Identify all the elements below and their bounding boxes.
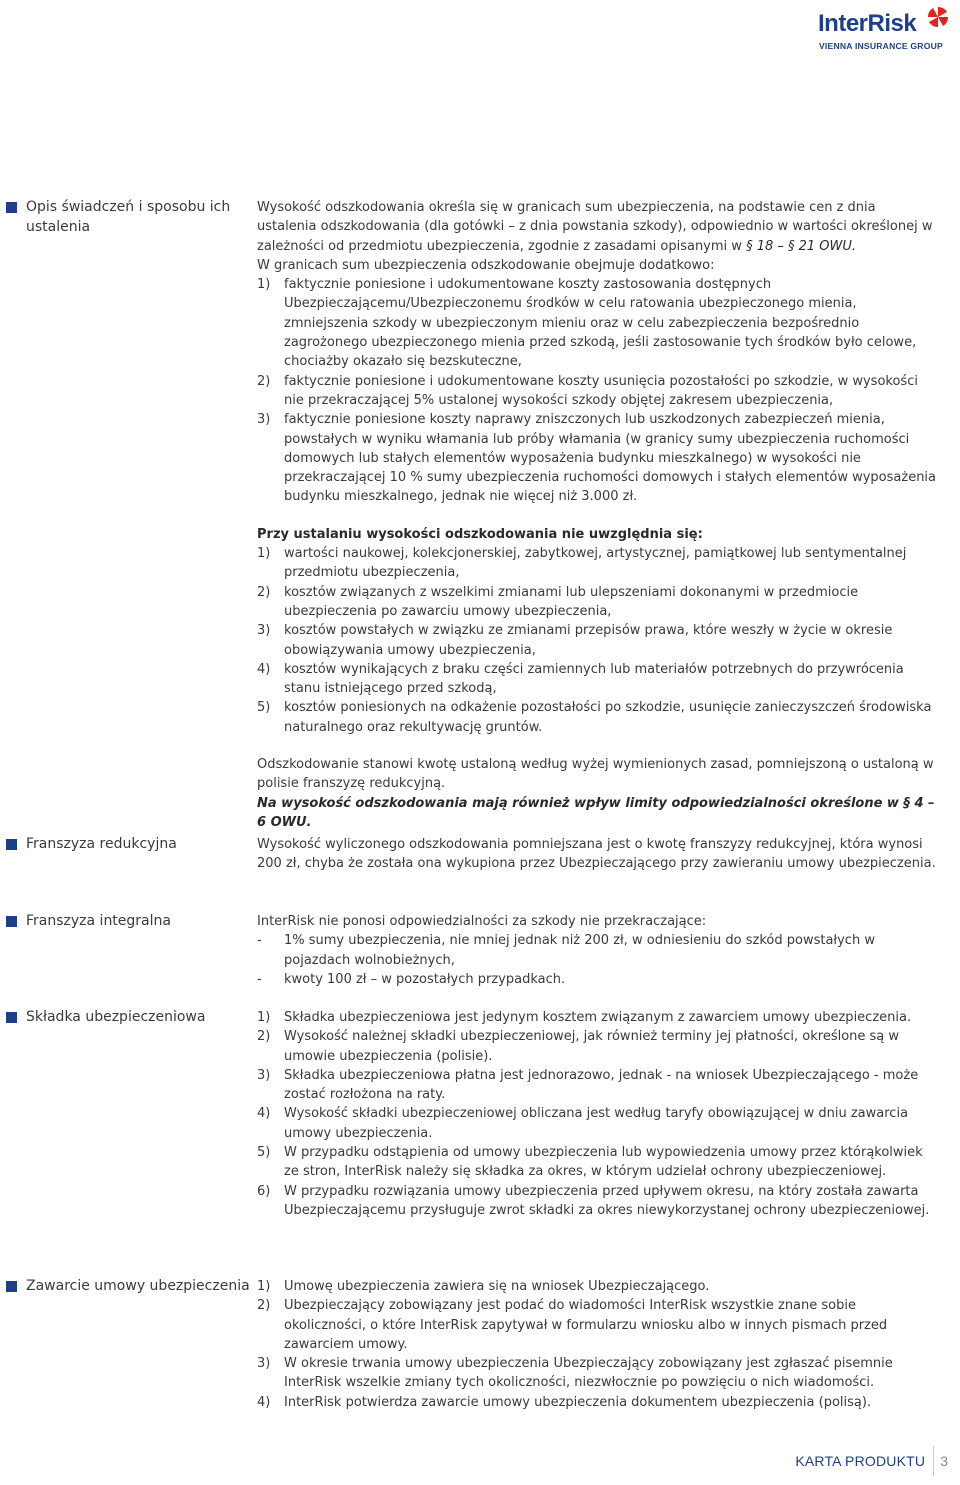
list-item: 6) W przypadku rozwiązania umowy ubezpieczenia przed upływem okresu, na który została zawarta Ubezpieczającemu przysługuje zwrot składki za okres niewykorzystanej ochrony ubezpieczeniowej. [257,1183,930,1218]
page-footer [795,1446,948,1476]
list-item: - kwoty 100 zł – w pozostałych przypadkach. [257,971,566,987]
list-item: 3) Składka ubezpieczeniowa płatna jest jednorazowo, jednak - na wniosek Ubezpieczającego - może zostać rozłożona na raty. [257,1067,919,1103]
list-item: 3) faktycznie poniesione koszty naprawy zniszczonych lub uszkodzonych zabezpieczeń mienia, powstałych w wyniku włamania lub próby włamania (w granicy sumy ubezpieczenia ruchomości domowych lub stałych elementów wyposażenia budynku mieszkalnego) w wysokości nie przekraczającej 10 % sumy ubezpieczenia ruchomości domowych i stałych elementów wyposażenia budynku mieszkalnego, jednak nie więcej niż 3.000 zł. [257,412,937,505]
logo-pinwheel-icon [927,6,949,28]
list-item: 1) faktycznie poniesione i udokumentowane koszty zastosowania dostępnych Ubezpieczającemu/Ubezpieczonemu środków w celu ratowania ubezpieczonego mienia, zmniejszenia szkody w ubezpieczonym mieniu oraz w celu zabezpieczenia bezpośrednio zagrożonego ubezpieczonego mienia przed szkodą, jeśli zastosowanie tych środków było celowe, chociażby okazało się bezskuteczne, [257,277,917,370]
list-item: 3) kosztów powstałych w związku ze zmianami przepisów prawa, które weszły w życie w okresie obowiązywania umowy ubezpieczenia, [257,623,893,658]
section-body-franszyza-integralna [257,912,937,989]
section-bullet [6,1012,17,1023]
list-item: 2) Ubezpieczający zobowiązany jest podać do wiadomości InterRisk wszystkie znane sobie okoliczności, o które InterRisk zapytywał w formularzu wniosku albo w innych pismach przed zawarciem umowy. [257,1298,888,1352]
section-bullet [6,202,17,213]
paragraph: Wysokość wyliczonego odszkodowania pomniejszana jest o kwotę franszyzy redukcyjnej, która wynosi 200 zł, chyba że została ona wykupiona przez Ubezpieczającego przy zawieraniu umowy ubezpieczenia. [257,837,936,872]
section-title: Opis świadczeń i sposobu ich ustalenia [26,199,231,235]
exclusions-heading: Przy ustalaniu wysokości odszkodowania nie uwzględnia się: [257,526,703,542]
footer-title: KARTA PRODUKTU [795,1453,926,1469]
section-title: Zawarcie umowy ubezpieczenia [26,1278,250,1294]
section-body-zawarcie [257,1277,937,1412]
page-number: 3 [940,1453,948,1469]
section-body-opis [257,198,937,832]
interrisk-logo [818,4,950,52]
section-title: Franszyza integralna [26,913,171,929]
logo-subtitle: VIENNA INSURANCE GROUP [819,41,943,51]
list-item: 3) W okresie trwania umowy ubezpieczenia Ubezpieczający zobowiązany jest zgłaszać pisemnie InterRisk wszelkie zmiany tych okoliczności, niezwłocznie po powzięciu o nich wiadomości. [257,1356,893,1391]
section-bullet [6,1281,17,1292]
paragraph: InterRisk nie ponosi odpowiedzialności za szkody nie przekraczające: [257,914,707,929]
limits-note: Na wysokość odszkodowania mają również wpływ limity odpowiedzialności określone w § 4 – 6 OWU. [257,795,935,830]
list-item: 5) W przypadku odstąpienia od umowy ubezpieczenia lub wypowiedzenia umowy przez którąkolwiek ze stron, InterRisk należy się składka za okres, w którym udzielał ochrony ubezpieczeniowej. [257,1145,923,1180]
list-item: 2) Wysokość należnej składki ubezpieczeniowej, jak również terminy jej płatności, określone są w umowie ubezpieczenia (polisie). [257,1029,900,1064]
list-item: 5) kosztów poniesionych na odkażenie pozostałości po szkodzie, usunięcie zanieczyszczeń środowiska naturalnego oraz rekultywację gruntów. [257,700,932,735]
paragraph: Odszkodowanie stanowi kwotę ustaloną według wyżej wymienionych zasad, pomniejszoną o ustaloną w polisie franszyzę redukcyjną. [257,757,934,792]
section-bullet [6,839,17,850]
list-item: 1) Umowę ubezpieczenia zawiera się na wniosek Ubezpieczającego. [257,1279,710,1294]
logo-wordmark: InterRisk [818,10,917,37]
section-title: Składka ubezpieczeniowa [26,1009,206,1025]
section-body-skladka [257,1008,937,1220]
owu-reference: § 18 – § 21 OWU. [746,238,857,254]
paragraph: Wysokość odszkodowania określa się w granicach sum ubezpieczenia, na podstawie cen z dnia ustalenia odszkodowania (dla gotówki – z dnia powstania szkody), odpowiednio w wartości określonej w zależności od przedmiotu ubezpieczenia, zgodnie z zasadami opisanymi w § 18 – § 21 OWU. [257,200,933,254]
list-item: 4) InterRisk potwierdza zawarcie umowy ubezpieczenia dokumentem ubezpieczenia (polisą). [257,1394,872,1410]
list-item: - 1% sumy ubezpieczenia, nie mniej jednak niż 200 zł, w odniesieniu do szkód powstałych w pojazdach wolnobieżnych, [257,933,875,968]
list-item: 1) wartości naukowej, kolekcjonerskiej, zabytkowej, artystycznej, pamiątkowej lub sentymentalnej przedmiotu ubezpieczenia, [257,546,907,581]
section-title: Franszyza redukcyjna [26,836,177,852]
list-item: 4) kosztów wynikających z braku części zamiennych lub materiałów potrzebnych do przywrócenia stanu istniejącego przed szkodą, [257,661,904,697]
section-bullet [6,916,17,927]
section-body-franszyza-redukcyjna [257,835,937,874]
list-item: 2) kosztów związanych z wszelkimi zmianami lub ulepszeniami dokonanymi w przedmiocie ubezpieczenia po zawarciu umowy ubezpieczenia, [257,584,859,619]
list-item: 2) faktycznie poniesione i udokumentowane koszty usunięcia pozostałości po szkodzie, w wysokości nie przekraczającej 5% ustalonej wysokości szkody objętej zakresem ubezpieczenia, [257,373,918,408]
paragraph: W granicach sum ubezpieczenia odszkodowanie obejmuje dodatkowo: [257,257,715,273]
list-item: 1) Składka ubezpieczeniowa jest jedynym kosztem związanym z zawarciem umowy ubezpieczenia. [257,1010,912,1025]
footer-divider [933,1446,934,1476]
list-item: 4) Wysokość składki ubezpieczeniowej obliczana jest według taryfy obowiązującej w dniu zawarcia umowy ubezpieczenia. [257,1106,909,1141]
